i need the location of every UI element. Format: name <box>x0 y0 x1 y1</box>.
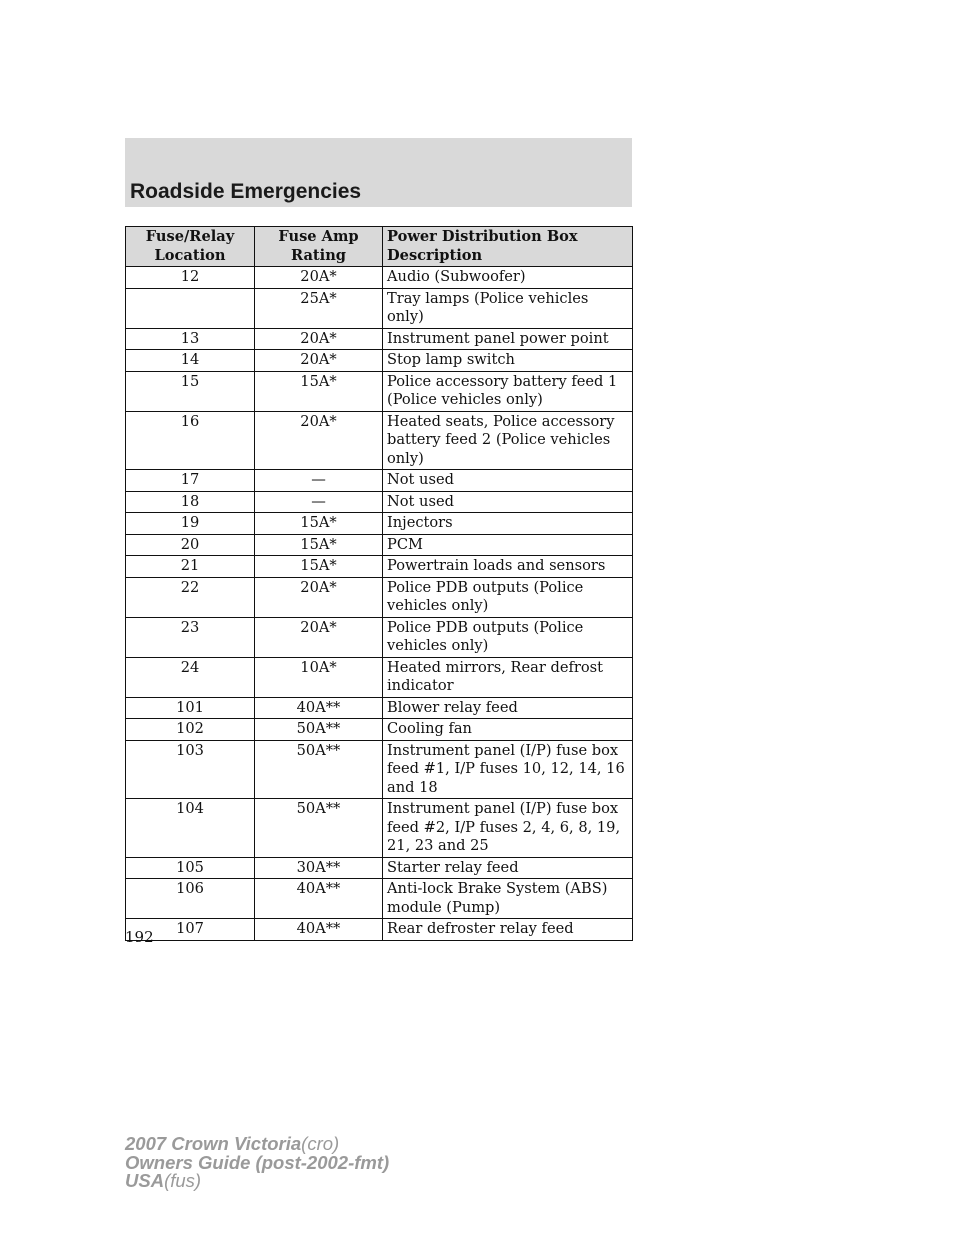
cell-location: 106 <box>126 879 255 919</box>
cell-rating: 20A* <box>255 350 383 372</box>
cell-location: 103 <box>126 740 255 799</box>
table-row <box>126 719 633 741</box>
table-body <box>126 267 633 941</box>
table-row <box>126 288 633 328</box>
cell-location: 18 <box>126 491 255 513</box>
cell-description: Stop lamp switch <box>383 350 633 372</box>
table-row <box>126 799 633 858</box>
cell-rating: 15A* <box>255 556 383 578</box>
table-row <box>126 857 633 879</box>
table-row <box>126 350 633 372</box>
cell-location: 24 <box>126 657 255 697</box>
cell-description: Not used <box>383 470 633 492</box>
cell-location: 13 <box>126 328 255 350</box>
footer-model-code: (cro) <box>301 1133 340 1154</box>
cell-description: Instrument panel (I/P) fuse box feed #1, I/P fuses 10, 12, 14, 16 and 18 <box>383 740 633 799</box>
cell-location: 101 <box>126 697 255 719</box>
table-row <box>126 697 633 719</box>
footer <box>125 1135 389 1191</box>
cell-rating: 20A* <box>255 411 383 470</box>
cell-location: 12 <box>126 267 255 289</box>
cell-location: 23 <box>126 617 255 657</box>
footer-model: 2007 Crown Victoria <box>125 1133 302 1154</box>
cell-description: Starter relay feed <box>383 857 633 879</box>
footer-market-code: (fus) <box>164 1170 202 1191</box>
cell-rating: 40A** <box>255 697 383 719</box>
cell-description: Cooling fan <box>383 719 633 741</box>
cell-description: Police PDB outputs (Police vehicles only) <box>383 617 633 657</box>
cell-rating: 40A** <box>255 879 383 919</box>
cell-description: Anti-lock Brake System (ABS) module (Pump) <box>383 879 633 919</box>
table-row <box>126 617 633 657</box>
footer-market: USA <box>125 1170 165 1191</box>
cell-rating: 15A* <box>255 513 383 535</box>
cell-rating: 20A* <box>255 267 383 289</box>
cell-rating: — <box>255 491 383 513</box>
table-row <box>126 470 633 492</box>
cell-description: Injectors <box>383 513 633 535</box>
table-row <box>126 371 633 411</box>
table-row <box>126 328 633 350</box>
cell-location: 102 <box>126 719 255 741</box>
cell-description: Audio (Subwoofer) <box>383 267 633 289</box>
cell-description: Police PDB outputs (Police vehicles only) <box>383 577 633 617</box>
cell-location: 104 <box>126 799 255 858</box>
cell-location: 19 <box>126 513 255 535</box>
cell-description: Powertrain loads and sensors <box>383 556 633 578</box>
cell-location: 16 <box>126 411 255 470</box>
cell-description: PCM <box>383 534 633 556</box>
cell-description: Police accessory battery feed 1 (Police vehicles only) <box>383 371 633 411</box>
table-row <box>126 919 633 941</box>
cell-description: Instrument panel power point <box>383 328 633 350</box>
cell-rating: 10A* <box>255 657 383 697</box>
cell-rating: 50A** <box>255 719 383 741</box>
cell-rating: 25A* <box>255 288 383 328</box>
cell-rating: 20A* <box>255 328 383 350</box>
cell-rating: 20A* <box>255 577 383 617</box>
cell-description: Instrument panel (I/P) fuse box feed #2, I/P fuses 2, 4, 6, 8, 19, 21, 23 and 25 <box>383 799 633 858</box>
cell-description: Heated seats, Police accessory battery feed 2 (Police vehicles only) <box>383 411 633 470</box>
cell-rating: 15A* <box>255 534 383 556</box>
page-number: 192 <box>125 928 154 946</box>
section-title: Roadside Emergencies <box>130 180 362 203</box>
cell-description: Tray lamps (Police vehicles only) <box>383 288 633 328</box>
cell-description: Blower relay feed <box>383 697 633 719</box>
cell-location <box>126 288 255 328</box>
footer-line-2: Owners Guide (post-2002-fmt) <box>125 1151 390 1173</box>
table-row <box>126 491 633 513</box>
cell-rating: 40A** <box>255 919 383 941</box>
cell-rating: 50A** <box>255 799 383 858</box>
header-location: Fuse/Relay Location <box>126 227 255 267</box>
footer-line-1 <box>125 1135 389 1154</box>
cell-description: Rear defroster relay feed <box>383 919 633 941</box>
table-row <box>126 577 633 617</box>
table-row <box>126 740 633 799</box>
section-header <box>125 138 632 207</box>
table-row <box>126 556 633 578</box>
table-row <box>126 267 633 289</box>
fuse-table <box>125 226 633 941</box>
cell-description: Not used <box>383 491 633 513</box>
table-row <box>126 534 633 556</box>
cell-location: 107 <box>126 919 255 941</box>
cell-location: 21 <box>126 556 255 578</box>
header-rating: Fuse Amp Rating <box>255 227 383 267</box>
header-description: Power Distribution Box Description <box>383 227 633 267</box>
table-row <box>126 879 633 919</box>
cell-location: 105 <box>126 857 255 879</box>
cell-location: 15 <box>126 371 255 411</box>
footer-line-3 <box>125 1172 389 1191</box>
cell-rating: 30A** <box>255 857 383 879</box>
cell-location: 20 <box>126 534 255 556</box>
cell-description: Heated mirrors, Rear defrost indicator <box>383 657 633 697</box>
cell-location: 14 <box>126 350 255 372</box>
table-row <box>126 411 633 470</box>
cell-location: 17 <box>126 470 255 492</box>
cell-rating: 20A* <box>255 617 383 657</box>
table-row <box>126 513 633 535</box>
cell-rating: — <box>255 470 383 492</box>
table-header-row <box>126 227 633 267</box>
table-row <box>126 657 633 697</box>
cell-rating: 50A** <box>255 740 383 799</box>
cell-rating: 15A* <box>255 371 383 411</box>
cell-location: 22 <box>126 577 255 617</box>
